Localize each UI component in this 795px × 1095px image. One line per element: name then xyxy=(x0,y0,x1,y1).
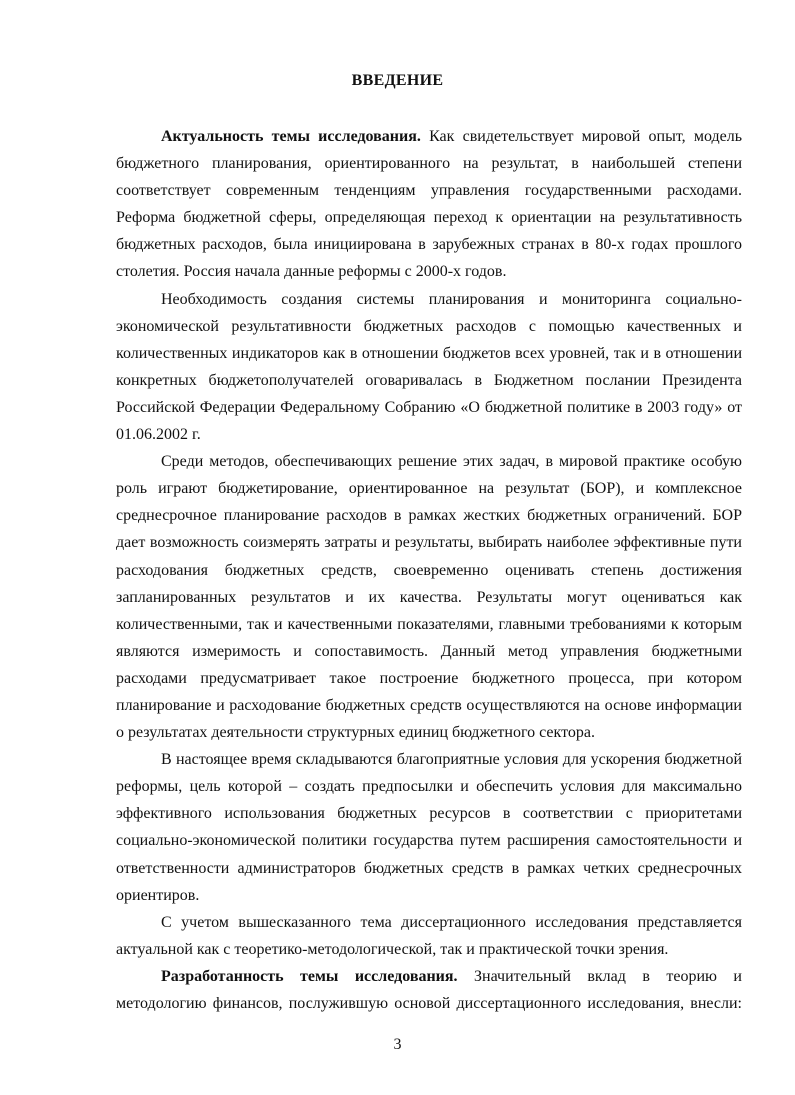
paragraph-text-reform: В настоящее время складываются благоприятные условия для ускорения бюджетной реформы, цель которой – создать предпосылки и обеспечить условия для максимально эффективного использования бюджетных ресурсов в соответствии с приоритетами социально-экономической политики государства путем расширения самостоятельности и ответственности администраторов бюджетных средств в рамках четких среднесрочных ориентиров. xyxy=(116,751,742,904)
paragraph-text-conclusion: С учетом вышесказанного тема диссертационного исследования представляется актуальной как с теоретико-методологической, так и практической точки зрения. xyxy=(116,913,742,958)
paragraph-monitoring xyxy=(116,286,742,449)
paragraph-text-relevance: Как свидетельствует мировой опыт, модель бюджетного планирования, ориентированного на результат, в наибольшей степени соответствует современным тенденциям управления государственными расходами. Реформа бюджетной сферы, определяющая переход к ориентации на результативность бюджетных расходов, была инициирована в зарубежных странах в 80-х годах прошлого столетия. Россия начала данные реформы с 2000-х годов. xyxy=(116,128,743,281)
paragraph-methods xyxy=(116,448,742,746)
paragraph-text-monitoring: Необходимость создания системы планирования и мониторинга социально-экономической результативности бюджетных расходов с помощью качественных и количественных индикаторов как в отношении бюджетов всех уровней, так и в отношении конкретных бюджетополучателей оговаривалась в Бюджетном послании Президента Российской Федерации Федеральному Собранию «О бюджетной политике в 2003 году» от 01.06.2002 г. xyxy=(116,290,742,444)
page-heading: ВВЕДЕНИЕ xyxy=(351,72,444,89)
paragraph-conclusion xyxy=(116,909,742,963)
paragraph-relevance xyxy=(116,123,742,286)
paragraph-development xyxy=(116,963,742,1017)
paragraph-text-methods: Среди методов, обеспечивающих решение этих задач, в мировой практике особую роль играют бюджетирование, ориентированное на результат (БОР), и комплексное среднесрочное планирование расходов в рамках жестких бюджетных ограничений. БОР дает возможность соизмерять затраты и результаты, выбирать наиболее эффективные пути расходования бюджетных средств, своевременно оценивать степень достижения запланированных результатов и их качества. Результаты могут оцениваться как количественными, так и качественными показателями, главными требованиями к которым являются измеримость и сопоставимость. Данный метод управления бюджетными расходами предусматривает такое построение бюджетного процесса, при котором планирование и расходование бюджетных средств осуществляются на основе информации о результатах деятельности структурных единиц бюджетного сектора. xyxy=(116,453,742,742)
paragraph-text-development: Значительный вклад в теорию и методологию финансов, послужившую основой диссертационного исследования, внесли: xyxy=(116,967,742,1012)
paragraph-lead-development: Разработанность темы исследования. xyxy=(161,967,458,985)
paragraph-reform xyxy=(116,746,742,909)
body-text xyxy=(116,123,742,1017)
paragraph-lead-relevance: Актуальность темы исследования. xyxy=(161,128,421,145)
page-number: 3 xyxy=(393,1036,402,1053)
